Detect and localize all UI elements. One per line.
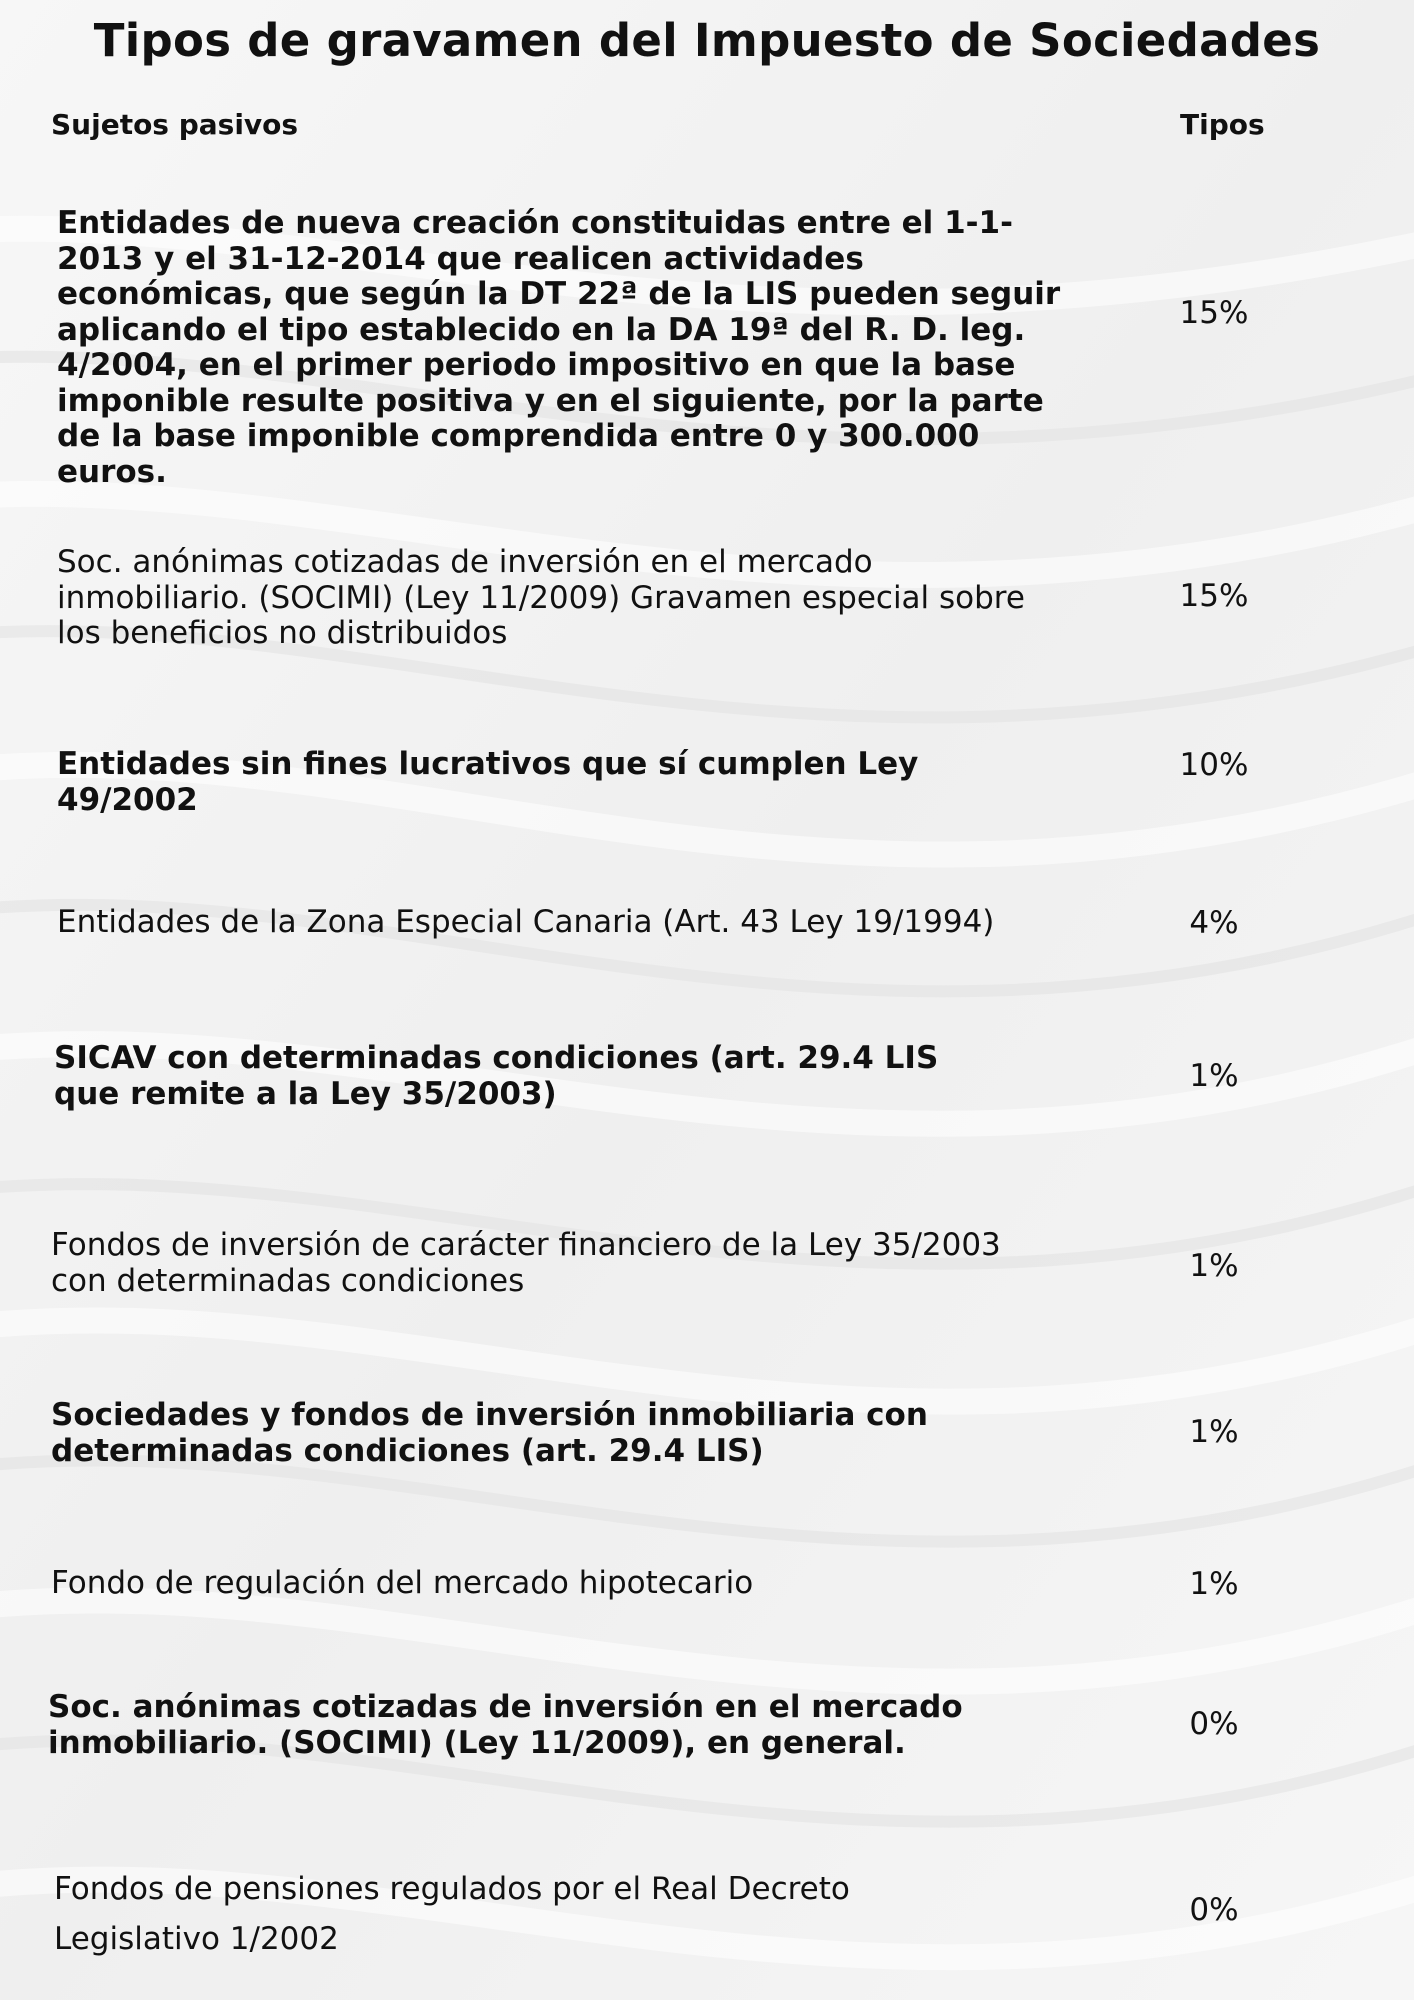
column-header-subjects: Sujetos pasivos <box>51 108 299 141</box>
column-header-rates: Tipos <box>1180 108 1265 141</box>
row-3-subject: Entidades sin fines lucrativos que sí cumplen Ley 49/2002 <box>57 746 919 818</box>
row-6-subject: Fondos de inversión de carácter financiero de la Ley 35/2003 con determinadas condiciones <box>51 1227 1001 1299</box>
row-2-subject: Soc. anónimas cotizadas de inversión en el mercado inmobiliario. (SOCIMI) (Ley 11/2009) Gravamen especial sobre los beneficios no distribuidos <box>57 544 1025 651</box>
page-title: Tipos de gravamen del Impuesto de Sociedades <box>93 14 1321 67</box>
row-1-subject: Entidades de nueva creación constituidas entre el 1-1-2013 y el 31-12-2014 que realicen actividades económicas, que según la DT 22ª de la LIS pueden seguir aplicando el tipo establecido en la DA 19ª del R. D. leg. 4/2004, en el primer periodo impositivo en que la base imponible resulte positiva y en el siguiente, por la parte de la base imponible comprendida entre 0 y 300.000 euros. <box>57 205 1061 490</box>
row-9-subject: Soc. anónimas cotizadas de inversión en el mercado inmobiliario. (SOCIMI) (Ley 11/2009), en general. <box>48 1689 963 1761</box>
row-8-subject: Fondo de regulación del mercado hipotecario <box>51 1565 754 1601</box>
row-7-rate: 1% <box>1189 1414 1239 1450</box>
row-10-subject: Fondos de pensiones regulados por el Real Decreto Legislativo 1/2002 <box>54 1871 850 1957</box>
row-10-rate: 0% <box>1189 1892 1239 1928</box>
row-2-rate: 15% <box>1179 578 1249 614</box>
row-7-subject: Sociedades y fondos de inversión inmobiliaria con determinadas condiciones (art. 29.4 LIS) <box>51 1397 928 1469</box>
row-4-rate: 4% <box>1189 905 1239 941</box>
row-9-rate: 0% <box>1189 1706 1239 1742</box>
row-5-subject: SICAV con determinadas condiciones (art. 29.4 LIS que remite a la Ley 35/2003) <box>54 1040 939 1112</box>
row-6-rate: 1% <box>1189 1248 1239 1284</box>
row-3-rate: 10% <box>1179 747 1249 783</box>
row-5-rate: 1% <box>1189 1058 1239 1094</box>
row-4-subject: Entidades de la Zona Especial Canaria (Art. 43 Ley 19/1994) <box>57 904 995 940</box>
row-1-rate: 15% <box>1179 295 1249 331</box>
row-8-rate: 1% <box>1189 1566 1239 1602</box>
